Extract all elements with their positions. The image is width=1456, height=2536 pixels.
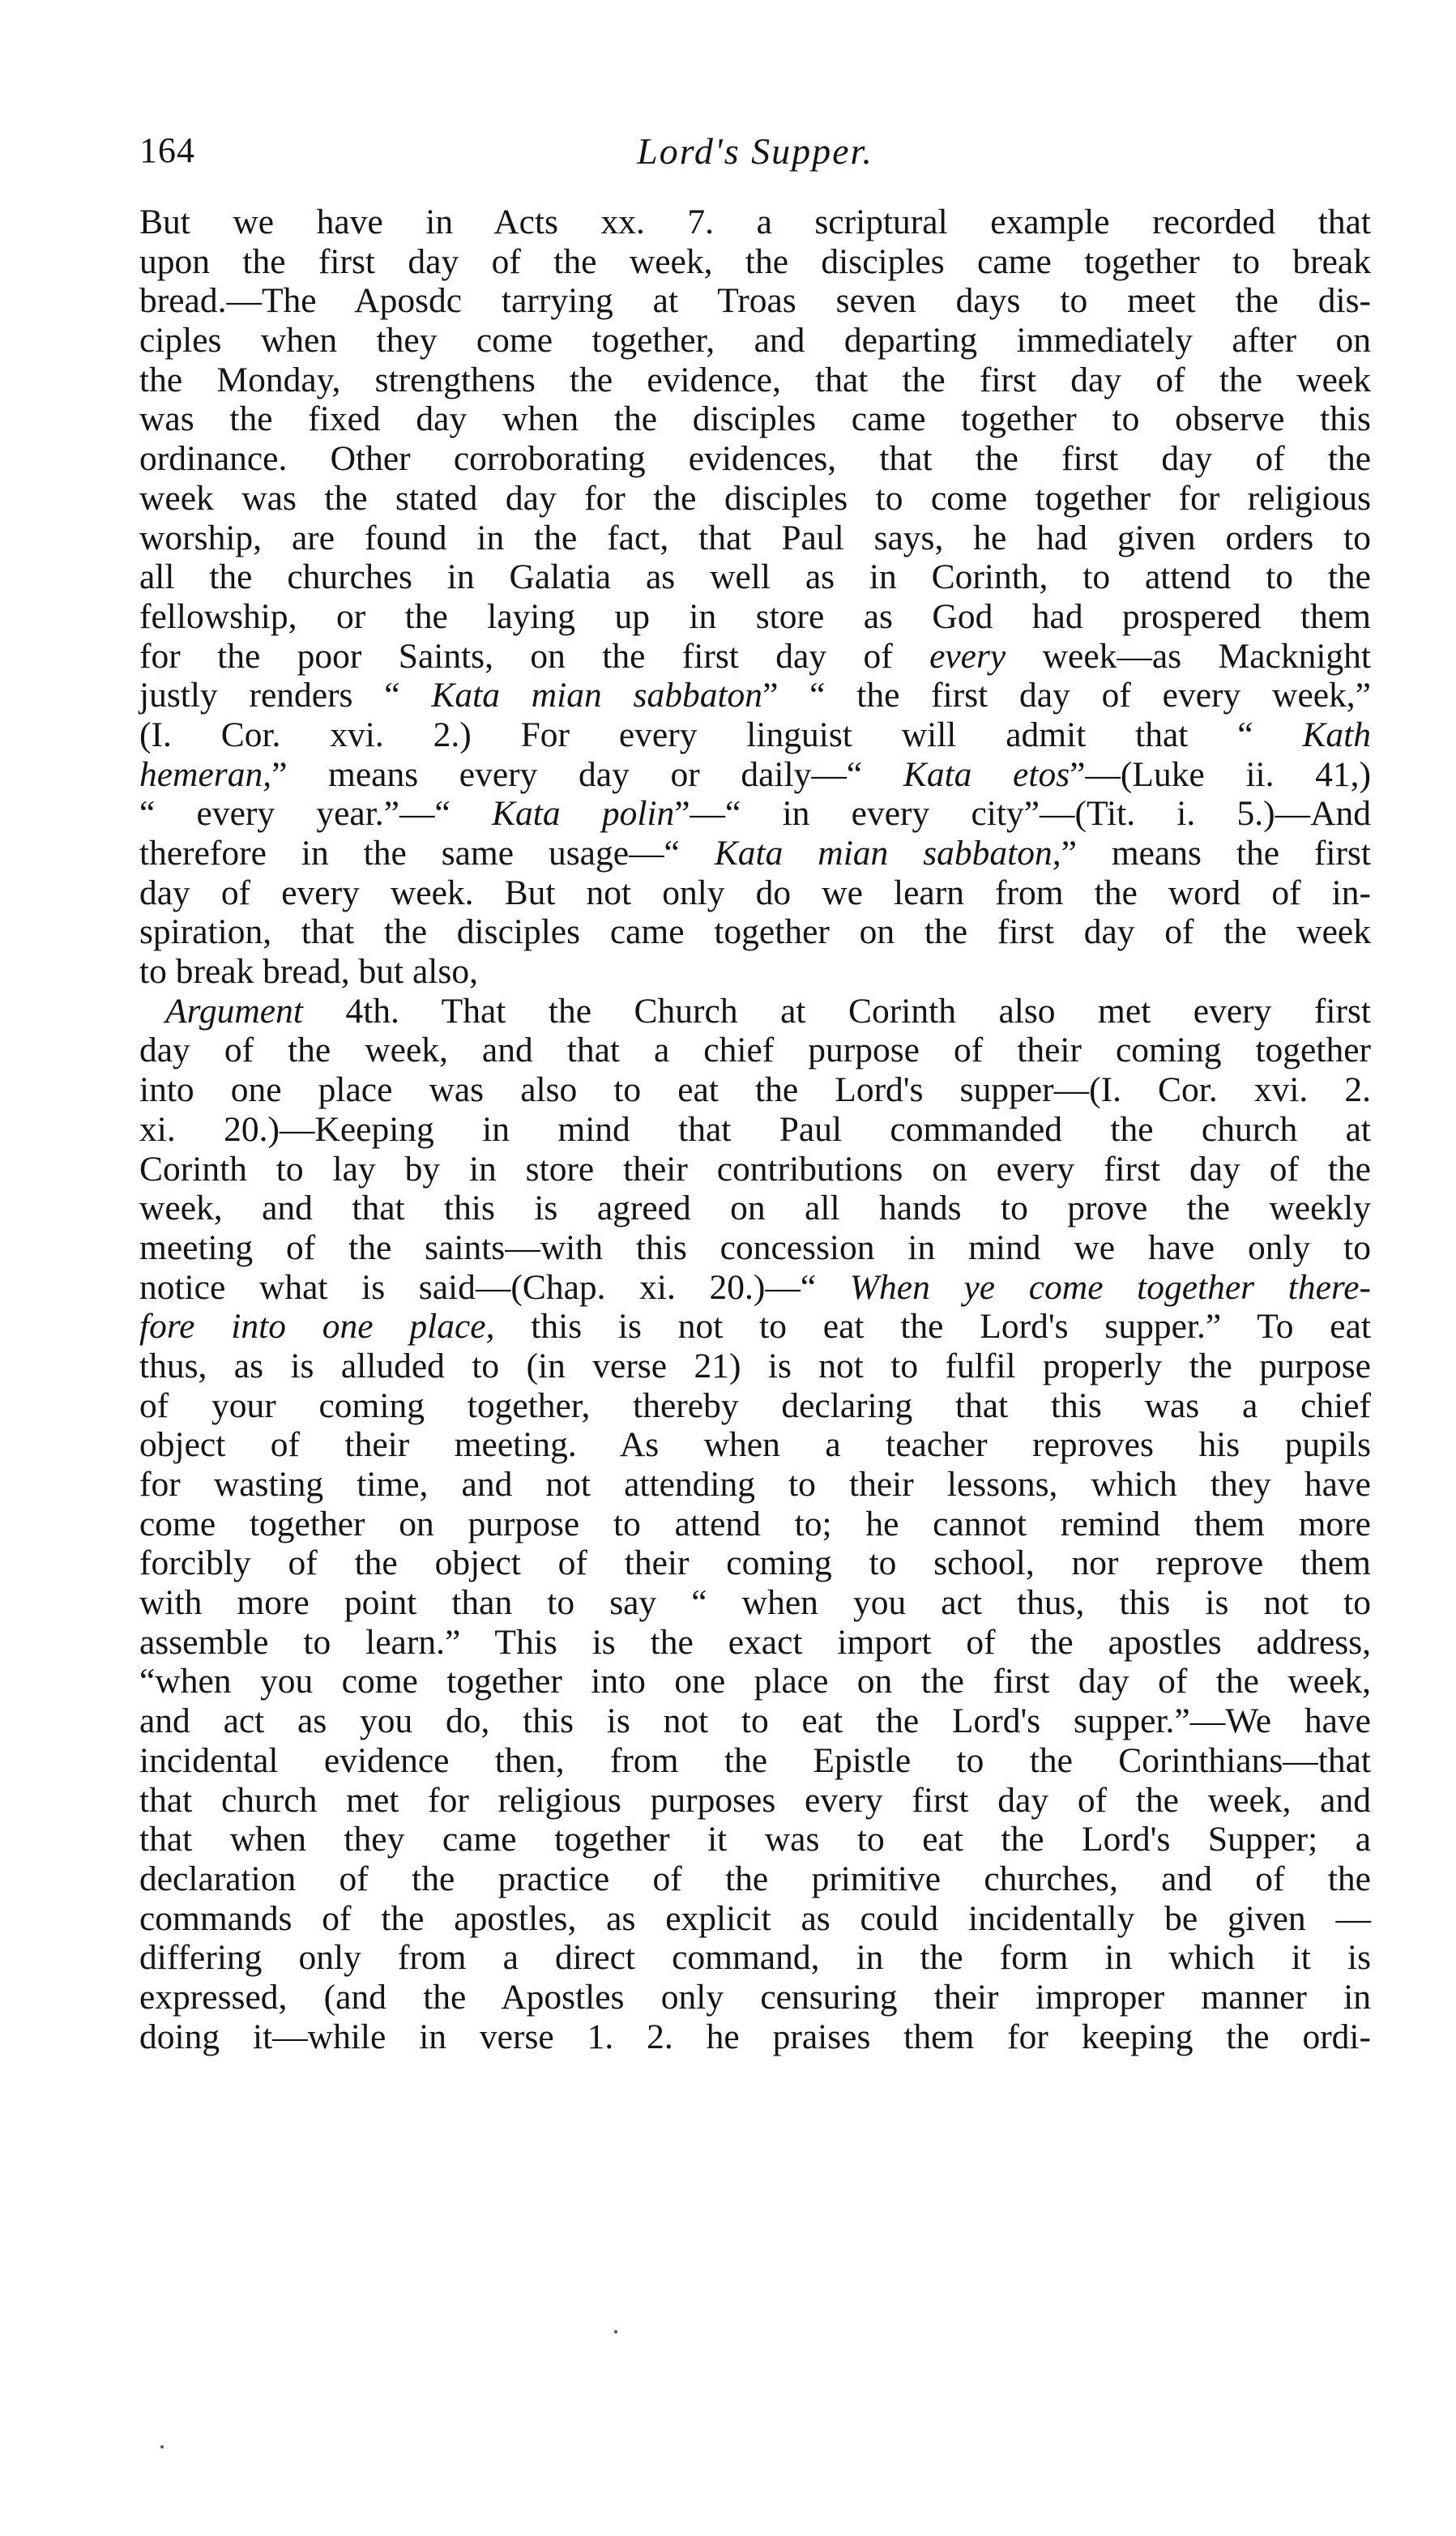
text-line (139, 834, 1371, 873)
text-line (139, 992, 1371, 1031)
italic-text: hemeran, (139, 754, 272, 794)
text-line (139, 1189, 1371, 1228)
text-run: day of the week, and that a chief purpose of their coming together (139, 1031, 1371, 1070)
text-run: into one place was also to eat the Lord's supper—(I. Cor. xvi. 2. (139, 1070, 1371, 1110)
italic-text: Kata mian sabbaton, (714, 834, 1061, 873)
italic-text: fore into one place, (139, 1307, 495, 1347)
text-run: “ every year.”—“ (139, 794, 492, 834)
text-run: ciples when they come together, and departing immediately after on (139, 321, 1371, 361)
italic-text: Kath (1302, 715, 1371, 754)
text-run: ” means the first (1061, 834, 1371, 873)
text-line (139, 912, 1371, 952)
text-run: justly renders “ (139, 676, 432, 715)
text-line (139, 1583, 1371, 1623)
running-head (139, 130, 1371, 178)
text-run: therefore in the same usage—“ (139, 834, 715, 873)
text-line (139, 361, 1371, 400)
text-run: expressed, (and the Apostles only censuring their improper manner in (139, 1977, 1371, 2017)
text-run: Corinth to lay by in store their contributions on every first day of the (139, 1149, 1371, 1189)
text-run: ordinance. Other corroborating evidences, that the first day of the (139, 439, 1371, 479)
text-run: of your coming together, thereby declaring that this was a chief (139, 1385, 1371, 1425)
text-run: differing only from a direct command, in the form in which it is (139, 1938, 1371, 1978)
text-run: that when they came together it was to eat the Lord's Supper; a (139, 1820, 1371, 1859)
text-run: and act as you do, this is not to eat the Lord's supper.”—We have (139, 1701, 1371, 1741)
text-line (139, 399, 1371, 439)
text-line (139, 519, 1371, 558)
text-run: assemble to learn.” This is the exact import of the apostles address, (139, 1622, 1371, 1662)
text-run: for wasting time, and not attending to their lessons, which they have (139, 1465, 1371, 1504)
italic-text: Argument (165, 991, 303, 1031)
text-line (139, 1465, 1371, 1505)
text-run: incidental evidence then, from the Epistle to the Corinthians—that (139, 1740, 1371, 1780)
italic-text: Kata etos (903, 754, 1070, 794)
text-run: was the fixed day when the disciples came together to observe this (139, 399, 1371, 439)
text-line (139, 1307, 1371, 1347)
text-run: object of their meeting. As when a teacher reproves his pupils (139, 1425, 1371, 1465)
text-line (139, 479, 1371, 519)
text-line (139, 1425, 1371, 1465)
text-line (139, 597, 1371, 637)
text-line (139, 1150, 1371, 1189)
text-run: thus, as is alluded to (in verse 21) is not to fulfil properly the purpose (139, 1346, 1371, 1385)
text-run: ” means every day or daily—“ (271, 754, 903, 794)
text-line (139, 557, 1371, 597)
text-line (139, 1662, 1371, 1701)
text-line (139, 439, 1371, 479)
text-run: ”—(Luke ii. 41,) (1070, 754, 1371, 794)
text-run: day of every week. But not only do we learn from the word of in- (139, 873, 1371, 912)
text-line (139, 1110, 1371, 1150)
text-run: (I. Cor. xvi. 2.) For every linguist will admit that “ (139, 715, 1303, 754)
text-run: bread.—The Aposdc tarrying at Troas seven days to meet the dis- (139, 281, 1371, 321)
italic-text: When ye come together there- (849, 1267, 1371, 1307)
text-line (139, 1820, 1371, 1859)
text-line (139, 1228, 1371, 1268)
text-line (139, 873, 1371, 913)
text-run: come together on purpose to attend to; he cannot remind them more (139, 1504, 1371, 1543)
text-run: worship, are found in the fact, that Paul says, he had given orders to (139, 518, 1371, 557)
text-line (139, 1268, 1371, 1308)
text-run: commands of the apostles, as explicit as could incidentally be given — (139, 1898, 1371, 1938)
text-line (139, 1031, 1371, 1070)
text-line (139, 1701, 1371, 1741)
body-text (139, 203, 1371, 2056)
text-run: spiration, that the disciples came together on the first day of the week (139, 912, 1371, 952)
print-speck (614, 2330, 617, 2333)
text-line (139, 2017, 1371, 2057)
text-run: week, and that this is agreed on all hands to prove the weekly (139, 1189, 1371, 1228)
text-line (139, 242, 1371, 282)
text-line (139, 203, 1371, 242)
text-run: this is not to eat the Lord's supper.” To eat (494, 1307, 1371, 1347)
text-run: declaration of the practice of the primitive churches, and of the (139, 1859, 1371, 1898)
text-line (139, 755, 1371, 795)
text-line (139, 1347, 1371, 1386)
text-run: upon the first day of the week, the disciples came together to break (139, 241, 1371, 281)
text-run: to break bread, but also, (139, 952, 478, 992)
text-line (139, 321, 1371, 361)
italic-text: Kata mian sabbaton (431, 676, 763, 715)
text-run: notice what is said—(Chap. xi. 20.)—“ (139, 1267, 850, 1307)
text-run: with more point than to say “ when you act thus, this is not to (139, 1583, 1371, 1623)
text-run: for the poor Saints, on the first day of (139, 636, 930, 676)
text-run: week was the stated day for the disciples to come together for religious (139, 478, 1371, 518)
text-line (139, 1859, 1371, 1899)
page-number: 164 (139, 130, 195, 170)
text-line (139, 1899, 1371, 1939)
text-line (139, 1781, 1371, 1821)
text-line (139, 1623, 1371, 1663)
running-title: Lord's Supper. (637, 130, 873, 172)
text-run: “when you come together into one place on the first day of the week, (139, 1662, 1371, 1701)
text-line (139, 676, 1371, 715)
text-run: meeting of the saints—with this concession in mind we have only to (139, 1227, 1371, 1267)
print-speck (160, 2445, 164, 2448)
text-line (139, 637, 1371, 677)
text-run: that church met for religious purposes every first day of the week, and (139, 1780, 1371, 1820)
text-run: the Monday, strengthens the evidence, that the first day of the week (139, 360, 1371, 399)
text-run: ”—“ in every city”—(Tit. i. 5.)—And (674, 794, 1371, 834)
text-line (139, 715, 1371, 755)
text-line (139, 1741, 1371, 1781)
text-line (139, 794, 1371, 834)
text-run: ” “ the first day of every week,” (762, 676, 1371, 715)
text-run: But we have in Acts xx. 7. a scriptural example recorded that (139, 203, 1371, 241)
text-run: xi. 20.)—Keeping in mind that Paul commanded the church at (139, 1109, 1371, 1149)
text-line (139, 1978, 1371, 2017)
text-line (139, 1070, 1371, 1110)
text-line (139, 281, 1371, 321)
text-run: 4th. That the Church at Corinth also met every first (302, 991, 1371, 1031)
text-line (139, 1386, 1371, 1426)
text-run: week—as Macknight (1006, 636, 1371, 676)
text-line (139, 952, 1371, 992)
italic-text: every (929, 636, 1006, 676)
text-run: all the churches in Galatia as well as in Corinth, to attend to the (139, 557, 1371, 597)
italic-text: Kata polin (492, 794, 675, 834)
text-line (139, 1543, 1371, 1583)
text-line (139, 1505, 1371, 1544)
text-run: doing it—while in verse 1. 2. he praises them for keeping the ordi- (139, 2017, 1371, 2056)
text-line (139, 1938, 1371, 1978)
text-run: fellowship, or the laying up in store as God had prospered them (139, 596, 1371, 636)
text-run: forcibly of the object of their coming to school, nor reprove them (139, 1543, 1371, 1583)
